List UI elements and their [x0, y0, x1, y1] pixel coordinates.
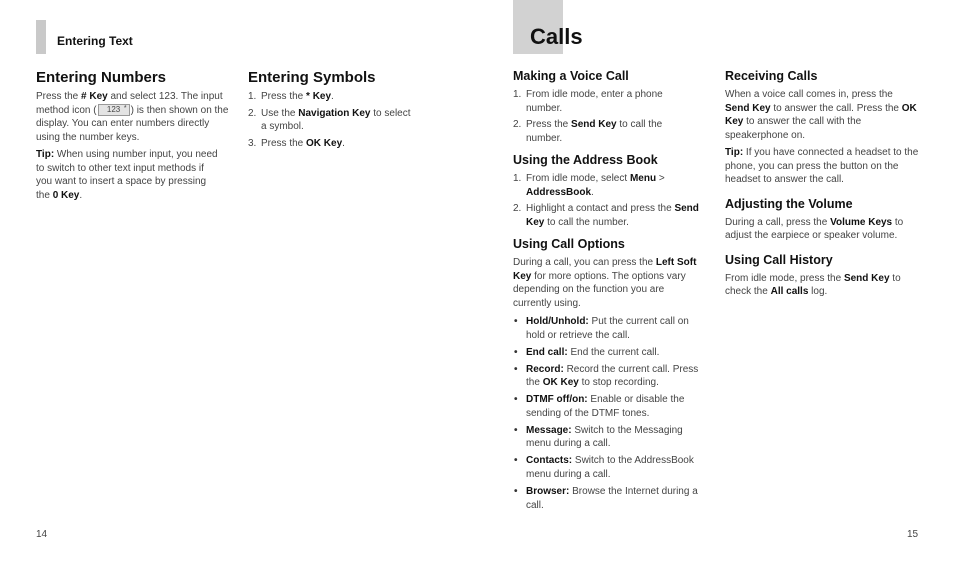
bullet: • — [514, 363, 518, 375]
call-options-heading: Using Call Options — [513, 237, 625, 251]
key-name: OK Key — [306, 137, 343, 149]
list-item — [513, 346, 699, 360]
list-item — [248, 90, 418, 104]
entering-numbers-body — [36, 90, 232, 144]
text: During a call, press the — [725, 216, 831, 228]
text: Switch to the AddressBook menu during a call. — [526, 455, 694, 480]
text: End the current call. — [567, 346, 660, 358]
text: Enable or disable the sending of the DTMF tones. — [526, 394, 685, 419]
text: From idle mode, press the — [725, 272, 844, 284]
text: When using number input, you need to switch to other text input methods if you want to insert a space by pressing the — [36, 149, 218, 201]
text: Use the — [261, 107, 299, 119]
text: . — [342, 137, 345, 149]
term: End call: — [526, 346, 568, 358]
text: Put the current call on hold or retrieve the call. — [526, 316, 689, 341]
voice-call-heading: Making a Voice Call — [513, 69, 629, 83]
entering-numbers-heading: Entering Numbers — [36, 69, 167, 86]
term: Browser: — [526, 486, 570, 498]
text: log. — [808, 286, 828, 297]
key-name: AddressBook — [526, 186, 592, 198]
key-name: Left Soft Key — [513, 257, 697, 282]
list-item — [513, 485, 699, 512]
text: . — [79, 189, 83, 201]
key-name: Send Key — [725, 102, 771, 114]
address-book-heading: Using the Address Book — [513, 153, 658, 167]
call-history-body — [725, 272, 919, 299]
text: Press the — [36, 91, 82, 102]
text: for more options. The options vary depending on the function you are currently using. — [513, 270, 686, 309]
text: Switch to the Messaging menu during a call. — [526, 424, 683, 450]
text: When a voice call comes in, press the — [725, 89, 893, 100]
entering-symbols-section — [248, 69, 418, 153]
calls-column-2 — [725, 69, 919, 299]
entering-symbols-heading: Entering Symbols — [248, 69, 376, 86]
text: From idle mode, select — [526, 173, 630, 184]
step-number: 1. — [513, 173, 522, 184]
key-name: Navigation Key — [298, 107, 371, 119]
left-header-tab — [36, 20, 46, 54]
key-name: Send Key — [843, 272, 890, 284]
text: to stop recording. — [578, 377, 659, 389]
list-item — [513, 172, 699, 199]
entering-symbols-steps — [248, 90, 418, 150]
left-page-number: 14 — [36, 529, 48, 540]
receiving-calls-heading: Receiving Calls — [725, 69, 818, 83]
icon-label: 123 — [106, 104, 121, 114]
volume-body — [725, 216, 919, 243]
icon-mark: * — [123, 104, 127, 112]
key-name: Send Key — [571, 119, 617, 130]
key-name: * Key — [306, 91, 332, 102]
step-number: 2. — [248, 107, 257, 119]
list-item — [513, 88, 699, 115]
term: Message: — [526, 424, 572, 436]
list-item — [513, 315, 699, 342]
list-item — [248, 107, 418, 134]
bullet: • — [514, 486, 518, 498]
tip-label: Tip: — [36, 149, 55, 160]
step-number: 1. — [248, 91, 257, 102]
voice-call-steps — [513, 88, 699, 145]
text: Press the — [261, 91, 307, 102]
text: to select a symbol. — [261, 107, 411, 132]
bullet: • — [514, 394, 518, 406]
text: to call the number. — [544, 216, 629, 228]
section-title: Entering Text — [57, 34, 133, 48]
entering-numbers-tip — [36, 148, 218, 202]
list-item — [513, 393, 699, 420]
text: Highlight a contact and press the — [526, 203, 675, 214]
bullet: • — [514, 346, 518, 358]
text: Press the — [261, 137, 307, 149]
text: Press the — [526, 119, 572, 130]
text: Browse the Internet during a call. — [526, 486, 698, 511]
volume-heading: Adjusting the Volume — [725, 196, 853, 211]
chapter-title: Calls — [530, 24, 583, 49]
right-page-number: 15 — [907, 529, 919, 540]
entering-numbers-section — [36, 69, 232, 202]
receiving-calls-tip — [725, 146, 919, 187]
key-name: 0 Key — [52, 189, 80, 201]
term: Contacts: — [526, 455, 573, 467]
text: . — [591, 186, 594, 198]
key-name: OK Key — [725, 102, 917, 127]
text: . — [331, 91, 334, 102]
tip-label: Tip: — [725, 147, 744, 158]
text: to check the — [725, 272, 901, 297]
list-item — [513, 363, 699, 390]
call-options-list — [513, 315, 699, 512]
list-item — [513, 118, 699, 145]
key-name: Menu — [629, 173, 657, 184]
input-method-123-icon — [98, 104, 130, 116]
key-name: Volume Keys — [830, 216, 893, 228]
bullet: • — [514, 455, 518, 467]
call-history-heading: Using Call History — [725, 252, 833, 267]
text: and select 123. The input method icon ( — [36, 91, 223, 116]
text: From idle mode, enter a phone number. — [526, 89, 663, 114]
receiving-calls-body — [725, 88, 919, 142]
key-name: All calls — [770, 286, 809, 297]
list-item — [248, 137, 418, 151]
bullet: • — [514, 316, 518, 327]
text: Record the current call. Press the — [526, 363, 699, 389]
calls-column-1 — [513, 69, 699, 516]
text: During a call, you can press the — [513, 257, 656, 268]
term: Record: — [526, 363, 564, 375]
list-item — [513, 202, 699, 229]
text: > — [656, 173, 665, 184]
step-number: 2. — [513, 203, 522, 214]
key-name: Send Key — [526, 203, 699, 228]
step-number: 2. — [513, 119, 522, 130]
term: DTMF off/on: — [526, 394, 588, 406]
key-name: OK Key — [542, 377, 579, 389]
text: to answer the call with the speakerphone on. — [725, 116, 862, 141]
address-book-steps — [513, 172, 699, 229]
text: to call the number. — [526, 119, 663, 144]
term: Hold/Unhold: — [526, 316, 589, 327]
bullet: • — [514, 424, 518, 436]
list-item — [513, 454, 699, 481]
text: ) is then shown on the display. You can enter numbers directly using the number keys. — [36, 104, 229, 143]
step-number: 1. — [513, 89, 522, 100]
step-number: 3. — [248, 137, 257, 149]
key-name: # Key — [81, 91, 108, 102]
text: to answer the call. Press the — [770, 102, 902, 114]
text: If you have connected a headset to the phone, you can press the button on the headset to answer the call. — [725, 147, 919, 185]
text: to adjust the earpiece or speaker volume. — [725, 216, 904, 241]
list-item — [513, 424, 699, 451]
call-options-intro — [513, 256, 699, 310]
